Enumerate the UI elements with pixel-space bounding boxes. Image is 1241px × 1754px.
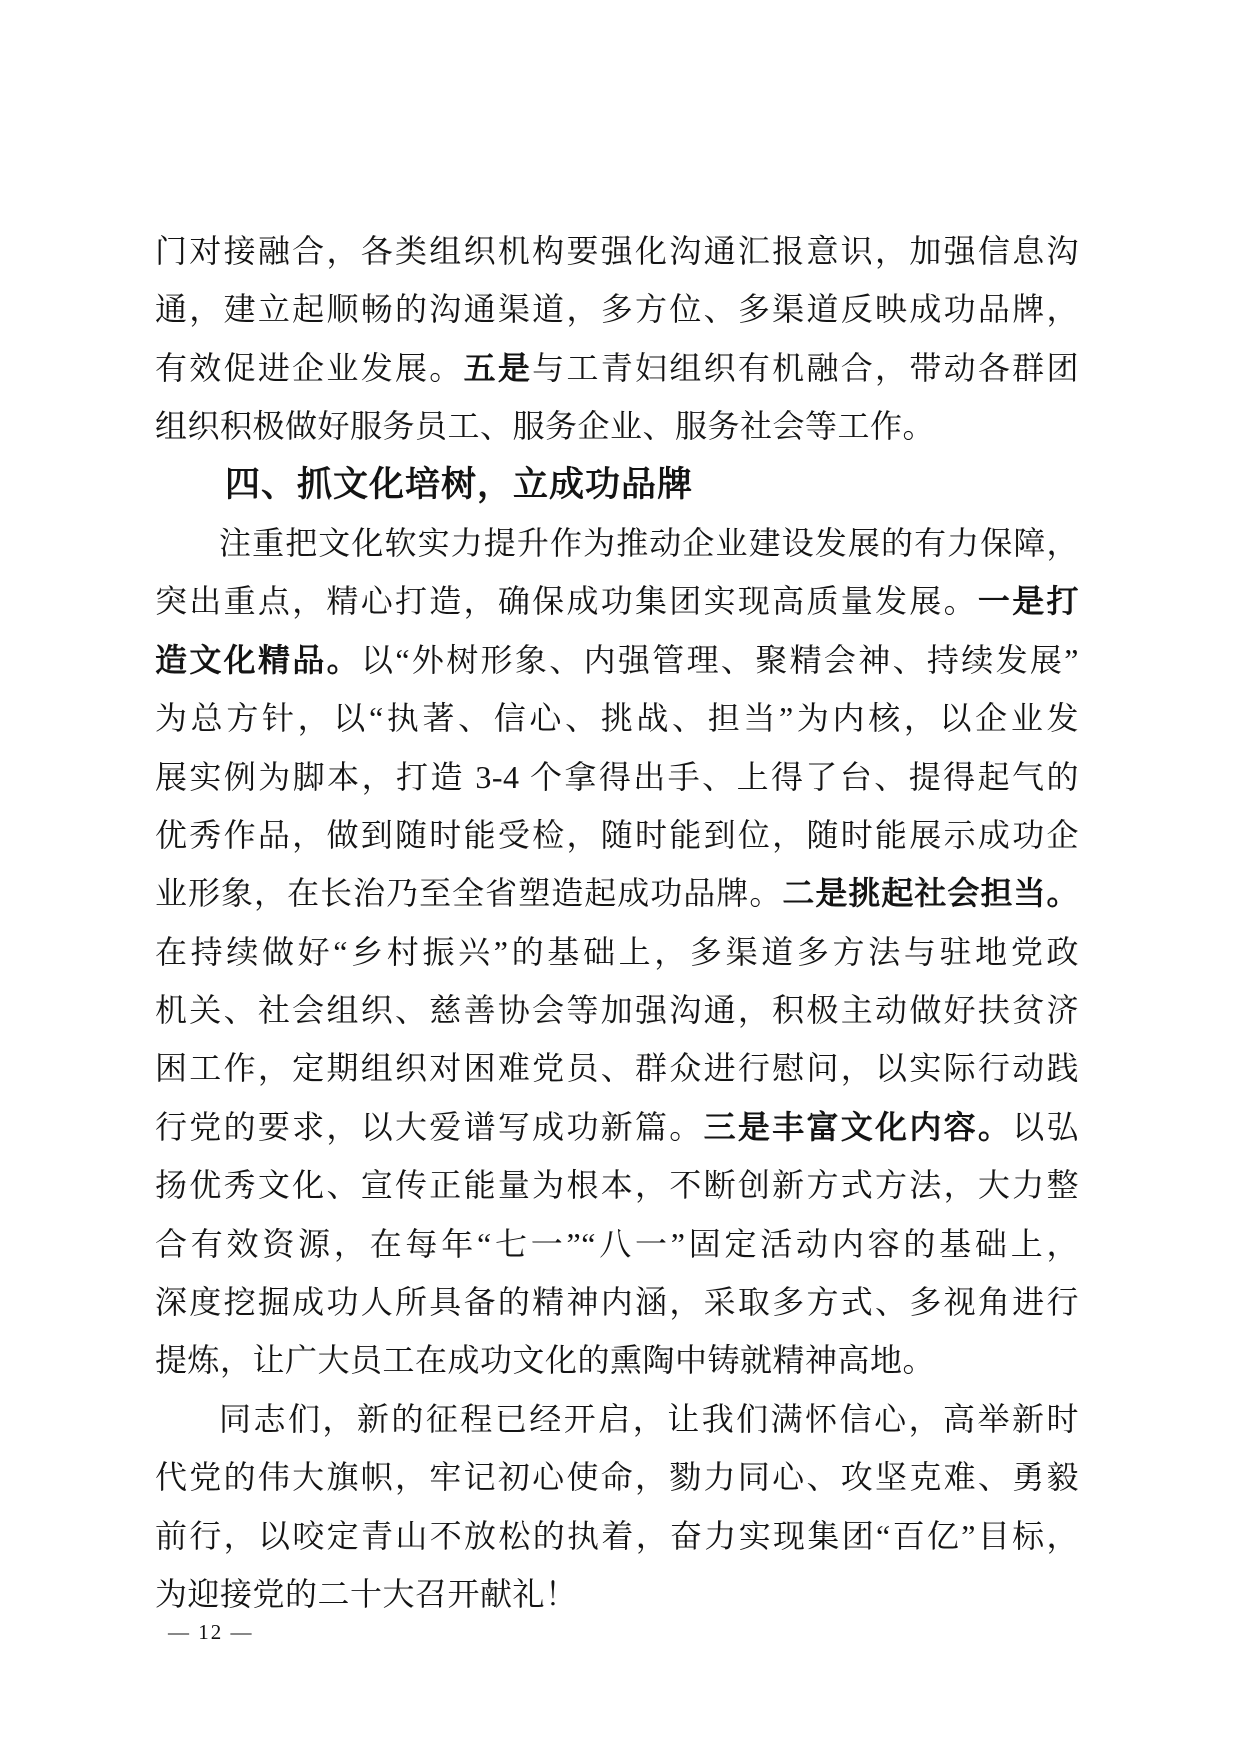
emphasis-text: 一是打 xyxy=(977,583,1079,620)
body-text: 为迎接党的二十大召开献礼！ xyxy=(155,1575,578,1612)
text-line xyxy=(155,1448,1079,1506)
text-line xyxy=(155,1156,1079,1214)
text-line xyxy=(155,631,1079,689)
emphasis-text: 五是 xyxy=(463,349,533,386)
body-text: 提炼，让广大员工在成功文化的熏陶中铸就精神高地。 xyxy=(155,1342,936,1379)
text-line xyxy=(155,514,1079,572)
text-line xyxy=(155,748,1079,806)
body-text: 扬优秀文化、宣传正能量为根本，不断创新方式方法，大力整 xyxy=(155,1167,1079,1204)
emphasis-text: 二是挑起社会担当。 xyxy=(782,875,1079,912)
body-text: 通，建立起顺畅的沟通渠道，多方位、多渠道反映成功品牌， xyxy=(155,291,1079,328)
text-line xyxy=(155,923,1079,981)
emphasis-text: 造文化精品。 xyxy=(155,641,362,678)
section-heading xyxy=(155,456,1079,514)
text-line xyxy=(155,1507,1079,1565)
body-text: 前行，以咬定青山不放松的执着，奋力实现集团“百亿”目标， xyxy=(155,1517,1079,1554)
page-number: — 12 — xyxy=(168,1620,254,1644)
text-line xyxy=(155,280,1079,338)
text-line xyxy=(155,572,1079,630)
text-line xyxy=(155,981,1079,1039)
body-text: 机关、社会组织、慈善协会等加强沟通，积极主动做好扶贫济 xyxy=(155,992,1079,1029)
body-text: 有效促进企业发展。 xyxy=(155,349,464,386)
text-block xyxy=(155,222,1079,1623)
body-text: 以弘 xyxy=(1012,1108,1079,1145)
text-line xyxy=(155,1039,1079,1097)
emphasis-text: 三是丰富文化内容。 xyxy=(703,1108,1013,1145)
body-text: 组织积极做好服务员工、服务企业、服务社会等工作。 xyxy=(155,408,936,445)
body-text: 在持续做好“乡村振兴”的基础上，多渠道多方法与驻地党政 xyxy=(155,933,1079,970)
text-line xyxy=(155,1331,1079,1389)
body-text: 为总方针，以“执著、信心、挑战、担当”为内核，以企业发 xyxy=(155,700,1079,737)
text-line xyxy=(155,1390,1079,1448)
text-line xyxy=(155,222,1079,280)
body-text: 门对接融合，各类组织机构要强化沟通汇报意识，加强信息沟 xyxy=(155,233,1079,269)
text-line xyxy=(155,689,1079,747)
body-text: 以“外树形象、内强管理、聚精会神、持续发展” xyxy=(361,641,1079,678)
body-text: 困工作，定期组织对困难党员、群众进行慰问，以实际行动践 xyxy=(155,1050,1079,1087)
text-line xyxy=(155,1565,1079,1623)
body-text: 同志们，新的征程已经开启，让我们满怀信心，高举新时 xyxy=(219,1400,1079,1437)
body-text: 行党的要求，以大爱谱写成功新篇。 xyxy=(155,1108,704,1145)
body-text: 优秀作品，做到随时能受检，随时能到位，随时能展示成功企 xyxy=(155,816,1079,853)
text-line xyxy=(155,339,1079,397)
text-line xyxy=(155,1098,1079,1156)
emphasis-text: 四、抓文化培树，立成功品牌 xyxy=(225,464,694,504)
body-text: 深度挖掘成功人所具备的精神内涵，采取多方式、多视角进行 xyxy=(155,1284,1079,1321)
body-text: 业形象，在长治乃至全省塑造起成功品牌。 xyxy=(155,875,783,912)
text-line xyxy=(155,1273,1079,1331)
body-text: 合有效资源，在每年“七一”“八一”固定活动内容的基础上， xyxy=(155,1225,1079,1262)
body-text: 代党的伟大旗帜，牢记初心使命，勠力同心、攻坚克难、勇毅 xyxy=(155,1459,1079,1496)
text-line xyxy=(155,1215,1079,1273)
body-text: 展实例为脚本，打造 3-4 个拿得出手、上得了台、提得起气的 xyxy=(155,758,1079,795)
text-line xyxy=(155,397,1079,455)
body-text: 注重把文化软实力提升作为推动企业建设发展的有力保障， xyxy=(219,524,1079,561)
body-text: 与工青妇组织有机融合，带动各群团 xyxy=(532,349,1079,386)
body-text: 突出重点，精心打造，确保成功集团实现高质量发展。 xyxy=(155,583,978,620)
text-line xyxy=(155,864,1079,922)
text-line xyxy=(155,806,1079,864)
